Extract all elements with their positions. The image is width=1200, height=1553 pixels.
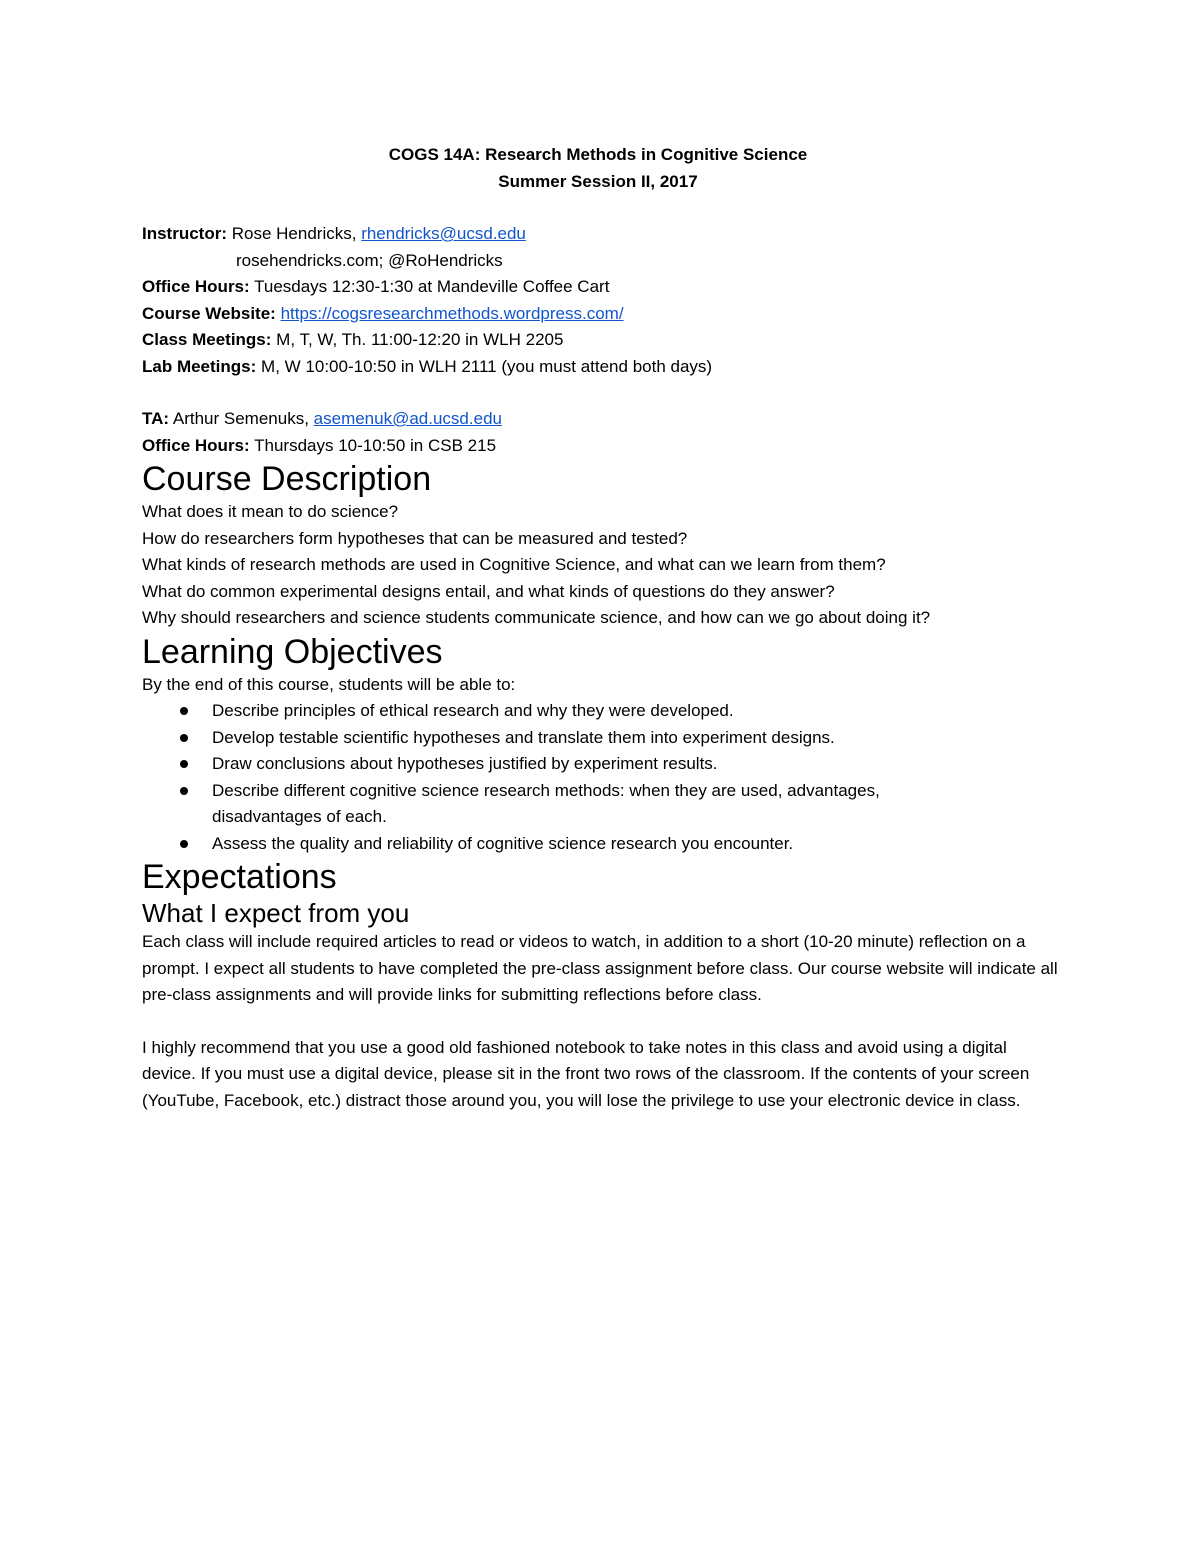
description-line: What kinds of research methods are used in Cognitive Science, and what can we learn from them? <box>142 555 886 574</box>
class-meetings-label: Class Meetings: <box>142 330 272 349</box>
ta-name: Arthur Semenuks, <box>172 409 309 428</box>
objectives-intro: By the end of this course, students will be able to: <box>142 674 516 694</box>
ta-line <box>142 406 1062 433</box>
office-hours-line <box>142 274 1062 301</box>
description-line: What does it mean to do science? <box>142 502 399 521</box>
bullet-icon <box>180 707 188 715</box>
list-item <box>212 831 1062 858</box>
list-item <box>212 725 1062 752</box>
objective-text: Describe principles of ethical research and why they were developed. <box>212 701 734 720</box>
ta-email-link[interactable]: asemenuk@ad.ucsd.edu <box>313 409 502 428</box>
session-subtitle: Summer Session II, 2017 <box>498 171 698 191</box>
objective-text: Describe different cognitive science research methods: when they are used, advantages, disadvantages of each. <box>212 780 880 826</box>
ta-label: TA: <box>142 409 170 428</box>
spacer <box>142 380 1062 406</box>
course-title: COGS 14A: Research Methods in Cognitive Science <box>388 145 808 164</box>
bullet-icon <box>180 760 188 768</box>
objective-text: Assess the quality and reliability of cognitive science research you encounter. <box>212 833 794 853</box>
lab-meetings-label: Lab Meetings: <box>142 356 257 376</box>
class-meetings-value: M, T, W, Th. 11:00-12:20 in WLH 2205 <box>276 330 564 349</box>
lab-meetings-line <box>142 354 1062 381</box>
course-description-heading: Course Description <box>142 460 432 498</box>
objective-text: Draw conclusions about hypotheses justified by experiment results. <box>212 754 718 773</box>
bullet-icon <box>180 734 188 742</box>
lab-meetings-value: M, W 10:00-10:50 in WLH 2111 (you must attend both days) <box>261 356 713 376</box>
spacer <box>142 1009 1062 1035</box>
title-block <box>134 142 1062 195</box>
learning-objectives-heading: Learning Objectives <box>142 632 443 671</box>
objective-text: Develop testable scientific hypotheses and translate them into experiment designs. <box>212 727 835 747</box>
expectations-paragraph: I highly recommend that you use a good old fashioned notebook to take notes in this class and avoid using a digital device. If you must use a digital device, please sit in the front two rows of the classroom. If the contents of your screen (YouTube, Facebook, etc.) distract those around you, you will lose the privilege to use your electronic device in class. <box>142 1037 1030 1110</box>
ta-office-hours-line <box>142 433 1062 460</box>
description-line: Why should researchers and science students communicate science, and how can we go about doing it? <box>142 608 931 627</box>
bullet-icon <box>180 840 188 848</box>
course-website-line <box>142 301 1062 328</box>
bullet-icon <box>180 787 188 795</box>
office-hours-label: Office Hours: <box>142 277 250 296</box>
spacer <box>142 195 1062 221</box>
description-line: How do researchers form hypotheses that can be measured and tested? <box>142 528 688 548</box>
instructor-name: Rose Hendricks, <box>231 224 357 243</box>
expectations-heading: Expectations <box>142 858 337 896</box>
class-meetings-line <box>142 327 1062 354</box>
instructor-email-link[interactable]: rhendricks@ucsd.edu <box>361 224 526 243</box>
document-content <box>142 142 1062 1114</box>
office-hours-value: Tuesdays 12:30-1:30 at Mandeville Coffee Cart <box>254 277 610 296</box>
objectives-list <box>142 698 1062 857</box>
ta-office-hours-label: Office Hours: <box>142 435 250 455</box>
expectations-paragraph: Each class will include required articles to read or videos to watch, in addition to a short (10-20 minute) reflection on a prompt. I expect all students to have completed the pre-class assignment before class. Our course website will indicate all pre-class assignments and will provide links for submitting reflections before class. <box>142 932 1058 1004</box>
list-item <box>212 778 992 831</box>
expectations-subheading: What I expect from you <box>142 898 410 928</box>
instructor-line <box>142 221 1062 248</box>
ta-office-hours-value: Thursdays 10-10:50 in CSB 215 <box>254 435 497 455</box>
course-website-label: Course Website: <box>142 303 276 323</box>
instructor-label: Instructor: <box>142 224 227 243</box>
instructor-extra: rosehendricks.com; @RoHendricks <box>236 250 503 270</box>
course-website-link[interactable]: https://cogsresearchmethods.wordpress.com/ <box>280 303 624 323</box>
list-item <box>212 698 1062 725</box>
list-item <box>212 751 1062 778</box>
description-line: What do common experimental designs entail, and what kinds of questions do they answer? <box>142 581 835 601</box>
